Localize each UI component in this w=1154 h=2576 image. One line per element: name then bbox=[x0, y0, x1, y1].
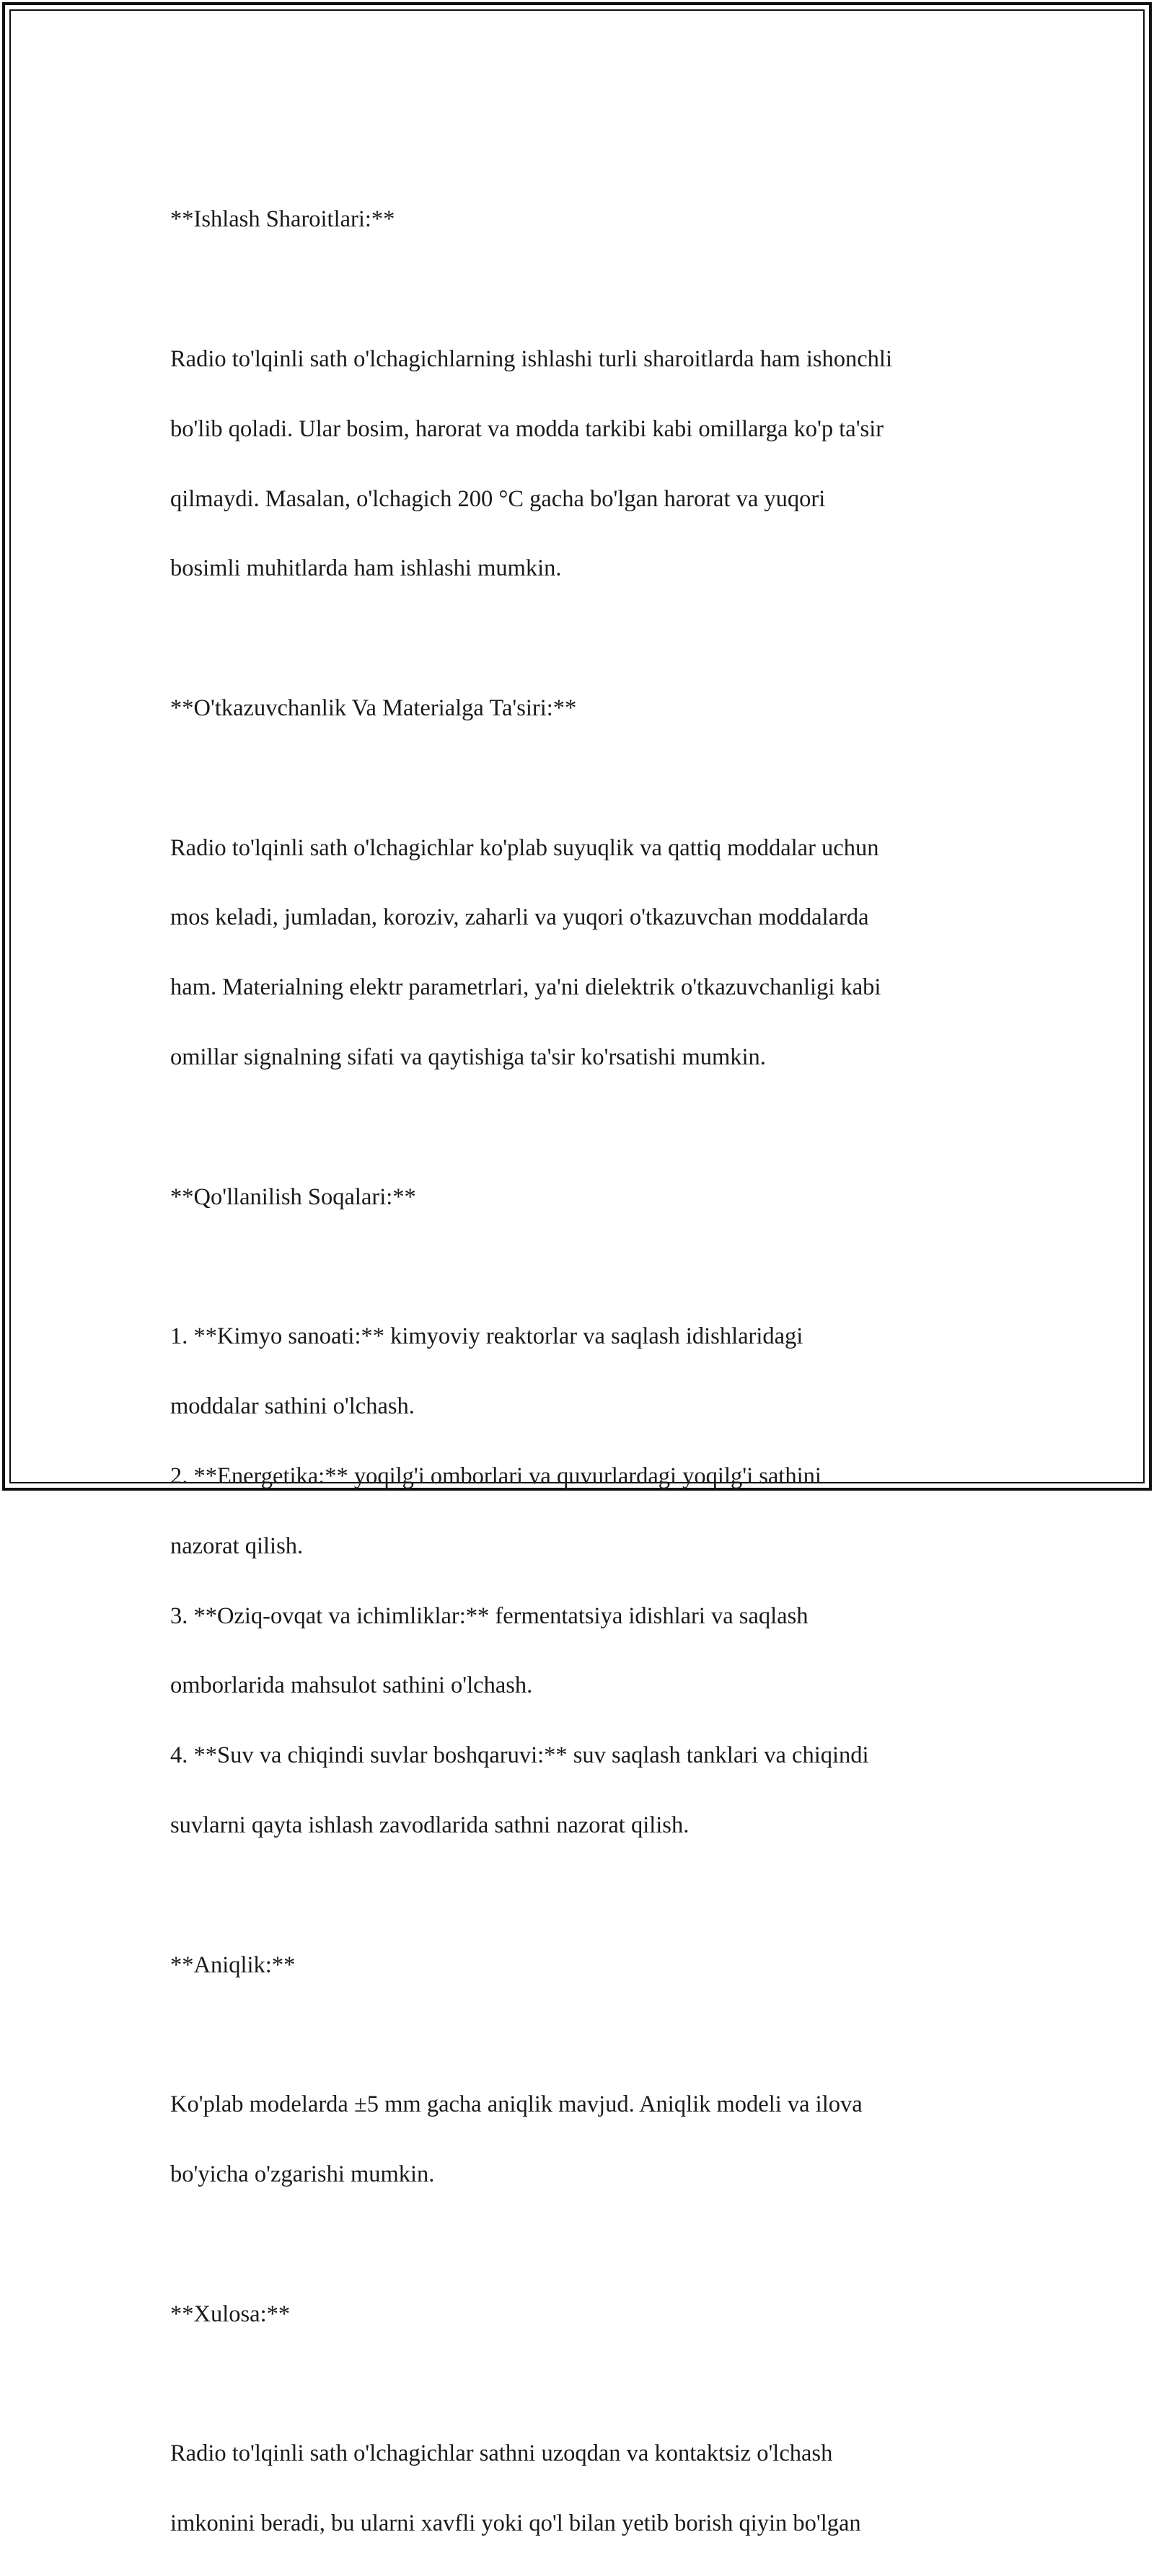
paragraph-material bbox=[170, 795, 1000, 1110]
paragraph-line: bosimli muhitlarda ham ishlashi mumkin. bbox=[170, 555, 562, 582]
heading-text: **O'tkazuvchanlik Va Materialga Ta'siri:** bbox=[170, 695, 577, 722]
heading-conditions bbox=[170, 167, 1000, 272]
paragraph-conditions bbox=[170, 307, 1000, 622]
paragraph-line: Radio to'lqinli sath o'lchagichlar sathni uzoqdan va kontaktsiz o'lchash bbox=[170, 2440, 833, 2467]
document-body bbox=[170, 167, 1000, 2576]
list-item-line: 2. **Energetika:** yoqilg'i omborlari va quvurlardagi yoqilg'i sathini bbox=[170, 1463, 822, 1489]
heading-text: **Qo'llanilish Soqalari:** bbox=[170, 1183, 416, 1210]
paragraph-line: imkonini beradi, bu ularni xavfli yoki qo'l bilan yetib borish qiyin bo'lgan bbox=[170, 2510, 861, 2537]
paragraph-line: qilmaydi. Masalan, o'lchagich 200 °C gacha bo'lgan harorat va yuqori bbox=[170, 485, 826, 512]
heading-conclusion bbox=[170, 2262, 1000, 2366]
paragraph-line: omillar signalning sifati va qaytishiga ta'sir ko'rsatishi mumkin. bbox=[170, 1044, 766, 1071]
list-item-line: omborlarida mahsulot sathini o'lchash. bbox=[170, 1672, 533, 1699]
paragraph-line: Radio to'lqinli sath o'lchagichlar ko'plab suyuqlik va qattiq moddalar uchun bbox=[170, 834, 879, 861]
paragraph-line: bo'lib qoladi. Ular bosim, harorat va modda tarkibi kabi omillarga ko'p ta'sir bbox=[170, 415, 884, 442]
list-item-line: 1. **Kimyo sanoati:** kimyoviy reaktorlar va saqlash idishlaridagi bbox=[170, 1323, 803, 1350]
paragraph-line: bo'yicha o'zgarishi mumkin. bbox=[170, 2161, 435, 2188]
heading-accuracy bbox=[170, 1913, 1000, 2017]
applications-list bbox=[170, 1284, 1000, 1878]
list-item-line: 4. **Suv va chiqindi suvlar boshqaruvi:** suv saqlash tanklari va chiqindi bbox=[170, 1742, 869, 1769]
paragraph-line: mos keladi, jumladan, koroziv, zaharli va yuqori o'tkazuvchan moddalarda bbox=[170, 904, 869, 931]
heading-text: **Ishlash Sharoitlari:** bbox=[170, 206, 395, 233]
paragraph-line: Ko'plab modelarda ±5 mm gacha aniqlik mavjud. Aniqlik modeli va ilova bbox=[170, 2091, 863, 2118]
paragraph-line: Radio to'lqinli sath o'lchagichlarning ishlashi turli sharoitlarda ham ishonchli bbox=[170, 346, 892, 373]
list-item-line: suvlarni qayta ishlash zavodlarida sathni nazorat qilish. bbox=[170, 1812, 690, 1839]
heading-applications bbox=[170, 1144, 1000, 1249]
list-item-line: moddalar sathini o'lchash. bbox=[170, 1393, 415, 1420]
heading-material bbox=[170, 656, 1000, 761]
heading-text: **Aniqlik:** bbox=[170, 1951, 296, 1978]
paragraph-line: ham. Materialning elektr parametrlari, ya'ni dielektrik o'tkazuvchanligi kabi bbox=[170, 974, 881, 1001]
list-item-line: 3. **Oziq-ovqat va ichimliklar:** fermentatsiya idishlari va saqlash bbox=[170, 1602, 809, 1629]
list-item-line: nazorat qilish. bbox=[170, 1532, 304, 1559]
paragraph-accuracy bbox=[170, 2052, 1000, 2227]
heading-text: **Xulosa:** bbox=[170, 2301, 291, 2327]
paragraph-conclusion bbox=[170, 2401, 1000, 2576]
